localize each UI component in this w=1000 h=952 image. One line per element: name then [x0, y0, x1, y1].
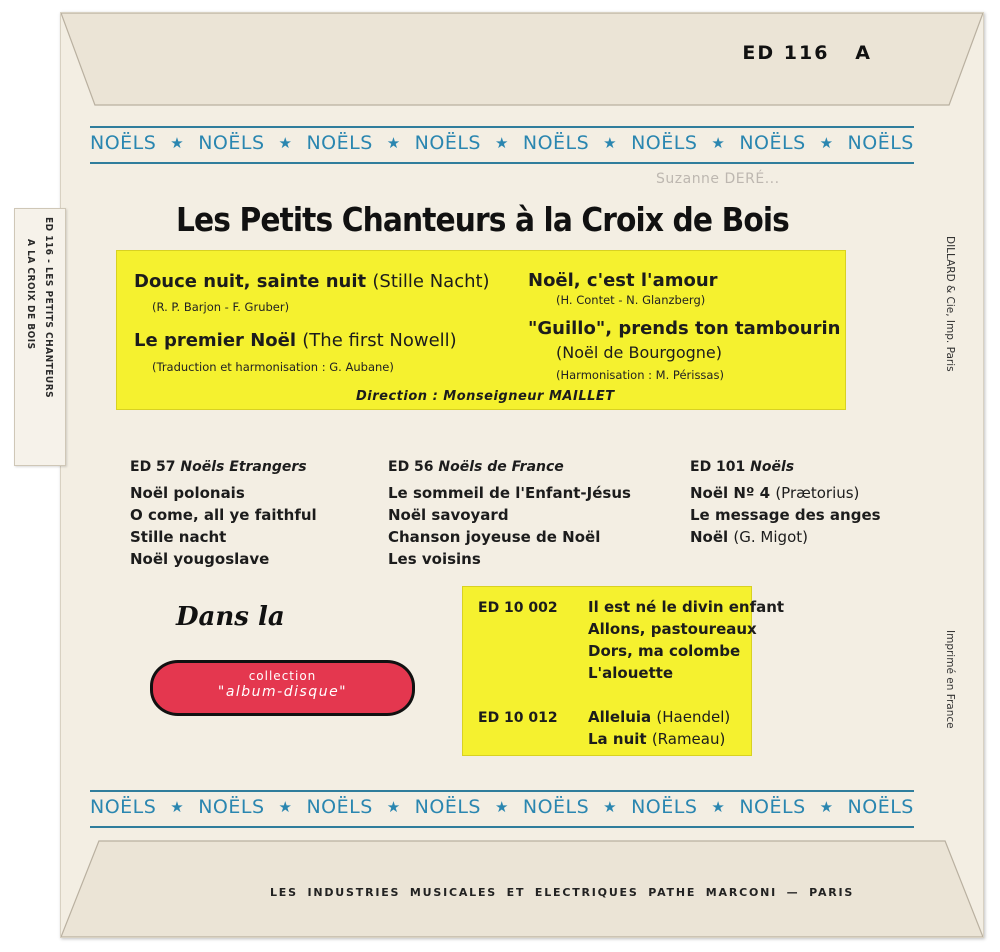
- band-word: NOËLS: [522, 132, 590, 154]
- publisher-line: LES INDUSTRIES MUSICALES ET ELECTRIQUES PATHE MARCONI — PARIS: [270, 886, 855, 899]
- track-3-title: [528, 270, 718, 291]
- collection-item: Il est né le divin enfant: [588, 598, 785, 616]
- track-alt-title: (The first Nowell): [302, 330, 457, 351]
- direction-credit: Direction : Monseigneur MAILLET: [356, 389, 615, 404]
- track-title: Le premier Noël: [134, 330, 296, 351]
- column-2-item: Le sommeil de l'Enfant-Jésus: [388, 484, 631, 502]
- column-name: Noëls: [750, 459, 795, 475]
- band-word: NOËLS: [847, 796, 914, 818]
- column-2-item: Noël savoyard: [388, 506, 509, 524]
- column-3-item: [690, 484, 859, 502]
- track-title: Douce nuit, sainte nuit: [134, 271, 367, 292]
- column-code: ED 56: [388, 459, 434, 475]
- album-title: Les Petits Chanteurs à la Croix de Bois: [176, 200, 789, 239]
- star-icon: ★: [819, 134, 834, 152]
- band-word: NOËLS: [198, 132, 265, 154]
- printed-in-france: Imprimé en France: [944, 630, 956, 729]
- track-1-title: [134, 271, 490, 292]
- star-icon: ★: [711, 798, 726, 816]
- band-word: NOËLS: [739, 132, 806, 154]
- band-word: NOËLS: [198, 796, 265, 818]
- noels-band-bottom: [90, 790, 914, 828]
- track-2-credit: (Traduction et harmonisation : G. Aubane): [152, 360, 394, 374]
- dans-la-label: Dans la: [176, 602, 285, 632]
- star-icon: ★: [711, 134, 726, 152]
- spine-tab-line2: A LA CROIX DE BOIS: [25, 239, 36, 350]
- star-icon: ★: [278, 798, 293, 816]
- star-icon: ★: [603, 798, 618, 816]
- noels-band-top: [90, 126, 914, 164]
- collection-item: L'alouette: [588, 664, 674, 682]
- column-name: Noëls Etrangers: [180, 459, 307, 475]
- column-code: ED 57: [130, 459, 176, 475]
- collection-code: ED 10 002: [478, 600, 558, 616]
- track-4-title: "Guillo", prends ton tambourin: [528, 318, 841, 339]
- column-1-item: Noël yougoslave: [130, 550, 270, 568]
- track-1-credit: (R. P. Barjon - F. Gruber): [152, 300, 290, 314]
- star-icon: ★: [170, 798, 185, 816]
- column-3-item: [690, 528, 808, 546]
- band-word: NOËLS: [631, 796, 698, 818]
- track-4-alt: (Noël de Bourgogne): [556, 343, 722, 362]
- item-composer: (Haendel): [656, 708, 731, 726]
- band-word: NOËLS: [522, 796, 590, 818]
- band-word: NOËLS: [90, 132, 157, 154]
- column-1-item: O come, all ye faithful: [130, 506, 317, 524]
- spine-tab: [14, 208, 66, 466]
- collection-badge: [150, 660, 415, 716]
- item-composer: (Rameau): [651, 730, 726, 748]
- item-title: La nuit: [588, 730, 647, 748]
- track-4-credit: (Harmonisation : M. Périssas): [556, 368, 724, 382]
- collection-badge-line1: collection: [248, 669, 317, 683]
- band-word: NOËLS: [847, 132, 914, 154]
- star-icon: ★: [819, 798, 834, 816]
- star-icon: ★: [170, 134, 185, 152]
- collection-item: [588, 730, 725, 748]
- column-2-item: Les voisins: [388, 550, 481, 568]
- column-1-item: Noël polonais: [130, 484, 245, 502]
- star-icon: ★: [494, 798, 509, 816]
- column-2-item: Chanson joyeuse de Noël: [388, 528, 601, 546]
- column-2-heading: [388, 459, 564, 475]
- collection-item: [588, 708, 730, 726]
- star-icon: ★: [386, 798, 401, 816]
- star-icon: ★: [603, 134, 618, 152]
- item-title: Alleluia: [588, 708, 652, 726]
- band-word: NOËLS: [631, 132, 698, 154]
- band-word: NOËLS: [90, 796, 157, 818]
- band-word: NOËLS: [306, 132, 373, 154]
- band-word: NOËLS: [739, 796, 806, 818]
- column-3-heading: [690, 459, 794, 475]
- owner-stamp: Suzanne DERÉ...: [656, 171, 780, 187]
- item-title: Noël: [690, 528, 729, 546]
- track-title: Noël, c'est l'amour: [528, 270, 718, 291]
- collection-item: Dors, ma colombe: [588, 642, 741, 660]
- track-3-credit: (H. Contet - N. Glanzberg): [556, 293, 706, 307]
- column-3-item: Le message des anges: [690, 506, 881, 524]
- collection-code: ED 10 012: [478, 710, 558, 726]
- star-icon: ★: [494, 134, 509, 152]
- column-1-heading: [130, 459, 307, 475]
- star-icon: ★: [386, 134, 401, 152]
- spine-tab-line1: ED 116 - LES PETITS CHANTEURS: [43, 217, 54, 399]
- column-name: Noëls de France: [438, 459, 564, 475]
- band-words: [90, 132, 914, 154]
- catalog-number: ED 116 A: [742, 42, 872, 64]
- star-icon: ★: [278, 134, 293, 152]
- collection-item: Allons, pastoureaux: [588, 620, 757, 638]
- item-composer: (Prætorius): [775, 484, 860, 502]
- item-title: Noël Nº 4: [690, 484, 771, 502]
- printer-credit: DILLARD & Cie, Imp. Paris: [944, 236, 956, 372]
- column-1-item: Stille nacht: [130, 528, 227, 546]
- band-word: NOËLS: [414, 796, 481, 818]
- column-code: ED 101: [690, 459, 746, 475]
- band-word: NOËLS: [306, 796, 373, 818]
- track-alt-title: (Stille Nacht): [372, 271, 490, 292]
- item-composer: (G. Migot): [733, 528, 808, 546]
- band-words: [90, 796, 914, 818]
- track-2-title: [134, 330, 457, 351]
- collection-badge-line2: "album-disque": [217, 684, 348, 700]
- band-word: NOËLS: [414, 132, 481, 154]
